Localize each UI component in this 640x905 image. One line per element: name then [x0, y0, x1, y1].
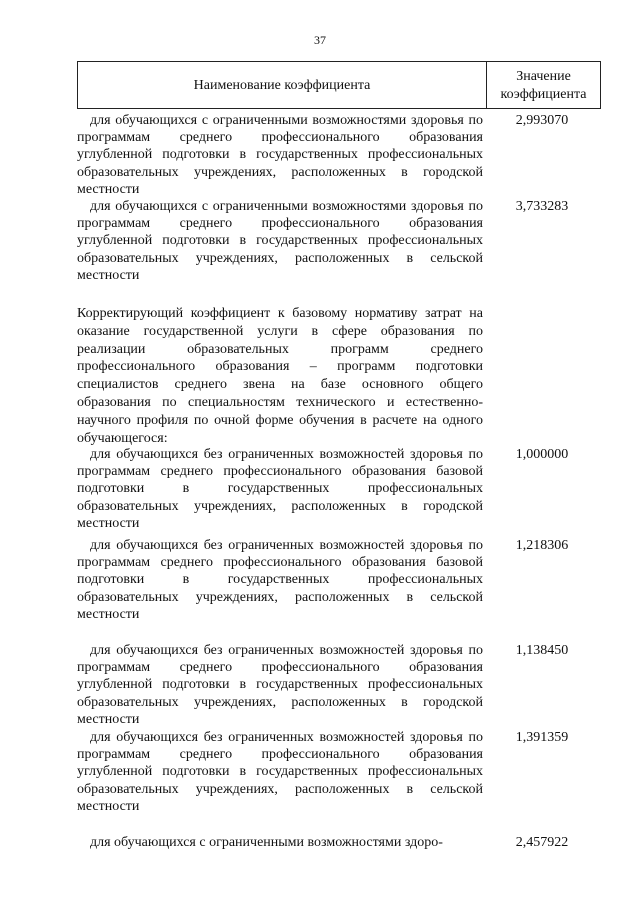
row-value: 1,000000 — [515, 447, 569, 462]
row-value: 2,993070 — [515, 113, 569, 128]
page-number: 37 — [314, 33, 326, 47]
row-value: 1,391359 — [515, 730, 569, 745]
header-value-line2: коэффициента — [500, 87, 587, 102]
header-value — [487, 68, 600, 104]
row-text: для обучающихся с ограниченными возможностями здоровья по программам среднего профессионального образования углубленной подготовки в государственных профессиональных образовательных учреждениях, расположенных в сельской местности — [77, 199, 483, 283]
table-header — [77, 61, 601, 109]
row-value: 1,218306 — [515, 538, 569, 553]
row-value: 2,457922 — [515, 835, 569, 850]
row-text: для обучающихся с ограниченными возможностями здоро- — [90, 835, 443, 850]
intro-paragraph: Корректирующий коэффициент к базовому нормативу затрат на оказание государственной услуги в сфере образования по реализации образовательных программ среднего профессионального образования – программ подготовки специалистов среднего звена на базе основного общего образования по специальностям технического и естественно-научного профиля по очной форме обучения в расчете на одного обучающегося: — [77, 306, 483, 446]
row-text: для обучающихся без ограниченных возможностей здоровья по программам среднего профессионального образования базовой подготовки в государственных профессиональных образовательных учреждениях, расположенных в сельской местности — [77, 538, 483, 622]
header-name: Наименование коэффициента — [193, 78, 371, 93]
row-text: для обучающихся без ограниченных возможностей здоровья по программам среднего профессионального образования базовой подготовки в государственных профессиональных образовательных учреждениях, расположенных в городской местности — [77, 447, 483, 531]
row-text: для обучающихся с ограниченными возможностями здоровья по программам среднего профессионального образования углубленной подготовки в государственных профессиональных образовательных учреждениях, расположенных в городской местности — [77, 113, 483, 197]
header-value-line1: Значение — [516, 69, 571, 84]
row-text: для обучающихся без ограниченных возможностей здоровья по программам среднего профессионального образования углубленной подготовки в государственных профессиональных образовательных учреждениях, расположенных в сельской местности — [77, 730, 483, 814]
row-text: для обучающихся без ограниченных возможностей здоровья по программам среднего профессионального образования углубленной подготовки в государственных профессиональных образовательных учреждениях, расположенных в городской местности — [77, 643, 483, 727]
row-value: 1,138450 — [515, 643, 569, 658]
row-value: 3,733283 — [515, 199, 569, 214]
